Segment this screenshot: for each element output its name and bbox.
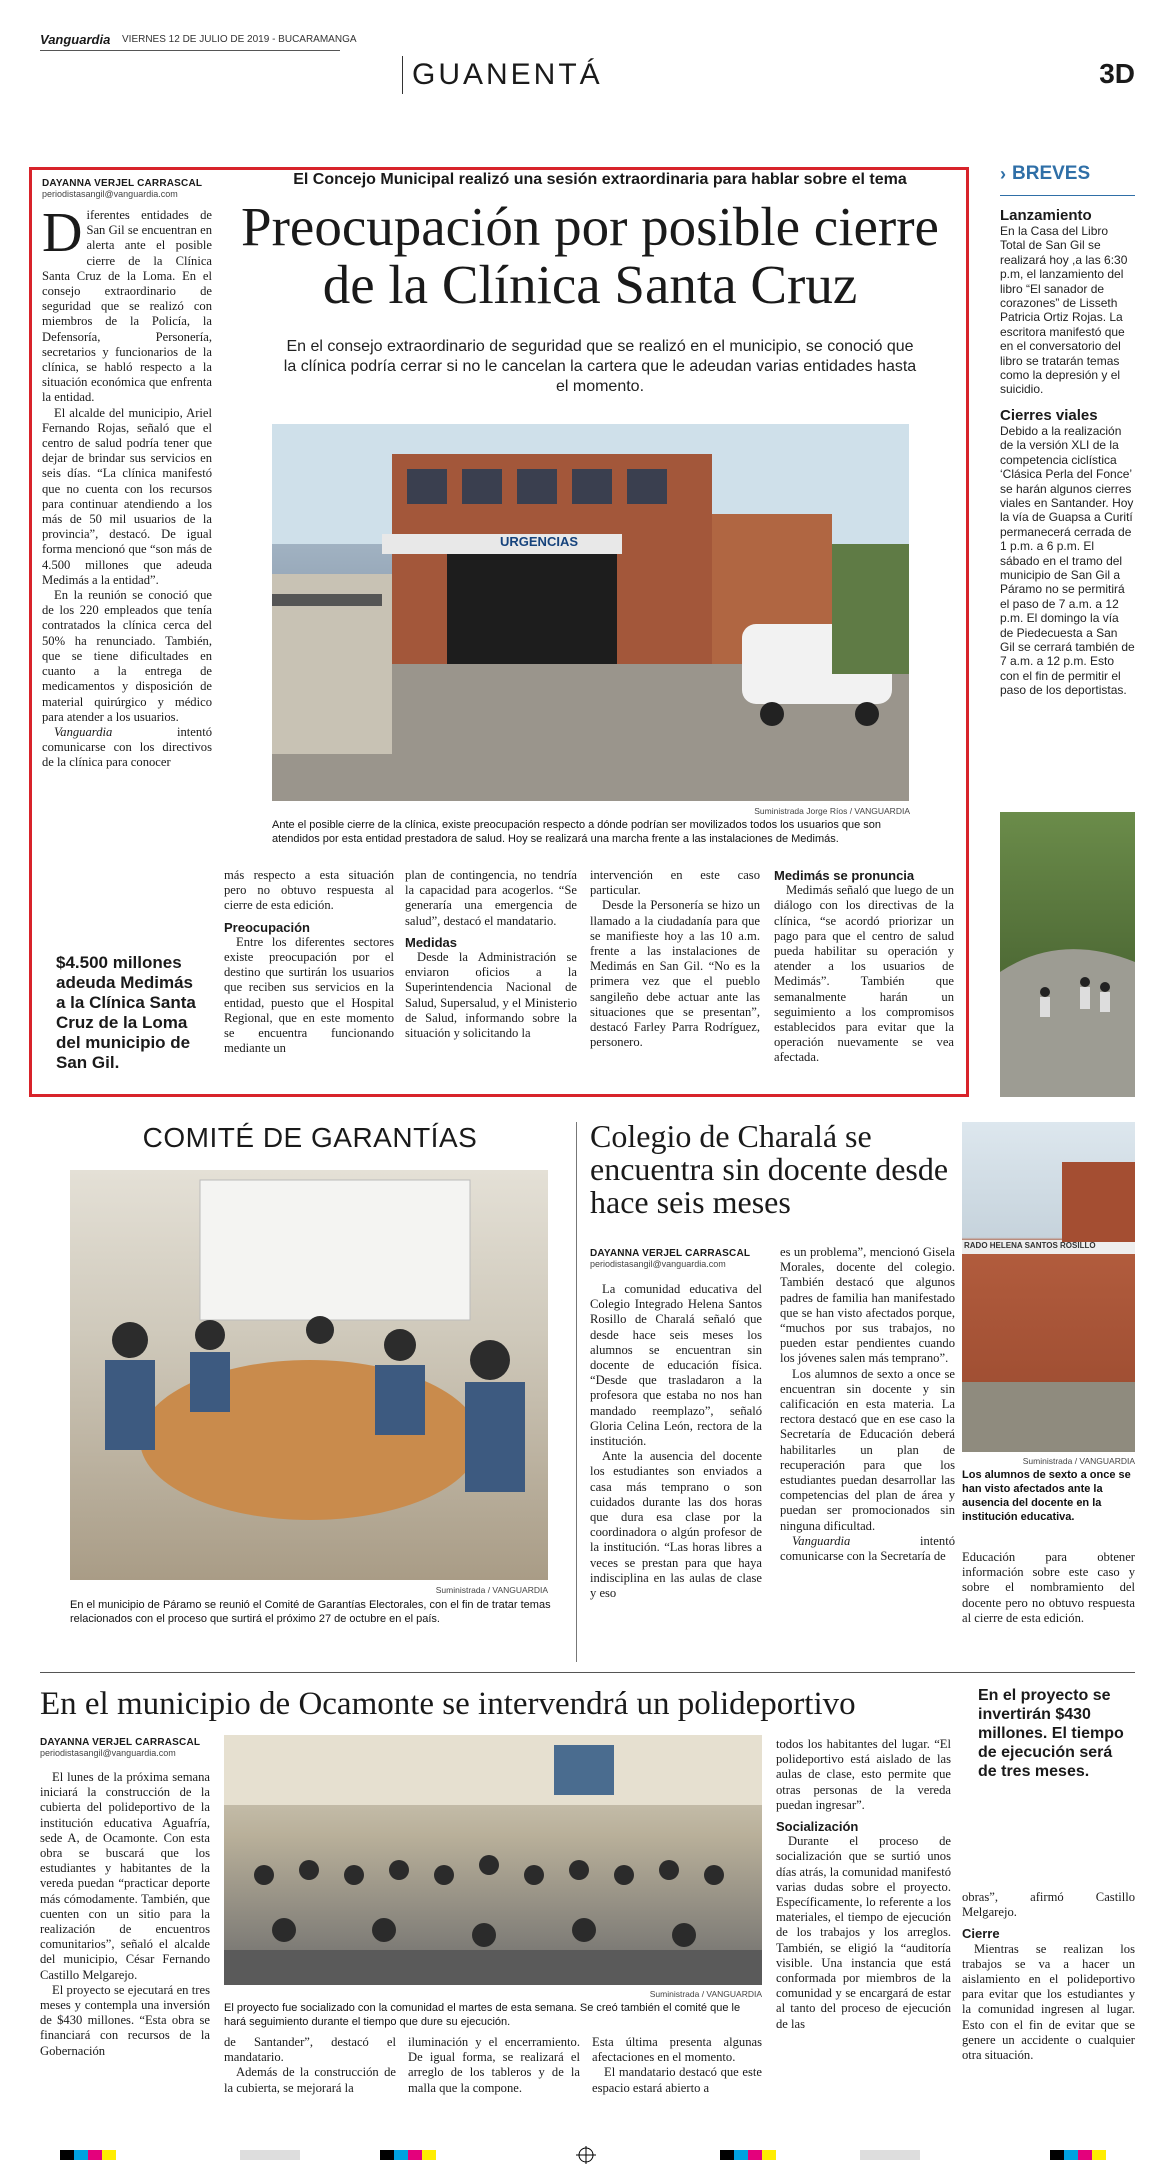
breves-rule [1000, 195, 1135, 196]
section-title: GUANENTÁ [412, 58, 603, 91]
byline-email: periodistasangil@vanguardia.com [42, 189, 178, 199]
ocamonte-paragraph: Mientras se realizan los trabajos se va a hacer un aislamiento en el polideportivo para evitar que los estudiantes y la comunidad ingresen al lugar. Esto con el fin de evitar que se genere un accidente o cualquier otra situación. [962, 1941, 1135, 2063]
charala-column-2 [780, 1245, 955, 1663]
clinic-photo [272, 424, 909, 801]
school-sign: RADO HELENA SANTOS ROSILLO [964, 1241, 1096, 1250]
ocamonte-column-2 [224, 2035, 396, 2120]
ocamonte-column-1 [40, 1770, 210, 2120]
school-caption: Los alumnos de sexto a once se han visto afectados ante la ausencia del docente en la institución educativa. [962, 1469, 1131, 1523]
ocamonte-paragraph: de Santander”, destacó el mandatario. [224, 2035, 396, 2065]
masthead-rule [40, 50, 340, 51]
cyclists-illustration [1000, 812, 1135, 1097]
lead-paragraph: Medimás señaló que luego de un diálogo con los directivas de la clínica, “se acordó priorizar un pago para que el centro de salud pueda habilitar su operación y atender a los usuarios de Medimás”. También que semanalmente harán un seguimiento a los compromisos establecidos para evitar que la operación nuevamente se vea afectada. [774, 883, 954, 1065]
section-divider [402, 56, 403, 94]
clinic-illustration [272, 424, 909, 801]
charala-column-1 [590, 1282, 762, 1662]
ocamonte-paragraph: obras”, afirmó Castillo Melgarejo. [962, 1890, 1135, 1920]
urgencias-sign: URGENCIAS [500, 534, 579, 549]
comite-caption: En el municipio de Páramo se reunió el Comité de Garantías Electorales, con el fin de tratar temas relacionados con el proceso que surtirá el próximo 27 de octubre en el país. [70, 1599, 551, 1625]
lead-column-3 [405, 868, 577, 1088]
charala-paragraph: Ante la ausencia del docente los estudiantes son enviados a casa más temprano o son cuidados durante las dos horas que dura esa clase por la coordinadora o algún profesor de la institución. “Las horas libres a veces se prestan para que haya indisciplina en las aulas de clase y eso [590, 1449, 762, 1601]
comite-photo-credit: Suministrada / VANGUARDIA [435, 1585, 548, 1595]
print-registration-marks [0, 2146, 1172, 2164]
polideportivo-caption: El proyecto fue socializado con la comunidad el martes de esta semana. Se creó también el comité que le hará seguimiento durante el tiempo que dure su ejecución. [224, 2002, 741, 2028]
brand-logo: Vanguardia [40, 32, 111, 47]
lead-paragraph: iferentes entidades de San Gil se encuentran en alerta ante el posible cierre de la Clínica Santa Cruz de la Loma. En el consejo extraordinario de seguridad que se realizó con miembros de la Policía, la Defensoría, Personería, secretarios y funcionarios de la clínica, se habló respecto a la situación económica que enfrenta la entidad. [42, 208, 212, 405]
lead-paragraph: más respecto a esta situación pero no obtuvo respuesta al cierre de esta edición. [224, 868, 394, 913]
date-line: VIERNES 12 DE JULIO DE 2019 - BUCARAMANGA [122, 34, 357, 45]
charala-paragraph: es un problema”, mencionó Gisela Morales, docente del colegio. También destacó que algunos padres de familia han manifestado que se han visto afectados porque, “muchos por sus trabajos, no pueden estar pendientes cuando los jóvenes salen más temprano”. [780, 1245, 955, 1366]
subhead-medidas: Medidas [405, 934, 458, 950]
lead-headline: Preocupación por posible cierre de la Clínica Santa Cruz [241, 196, 939, 315]
ocamonte-paragraph: Además de la construcción de la cubierta, se mejorará la [224, 2065, 396, 2095]
brief-text-lanzamiento: En la Casa del Libro Total de San Gil se realizará hoy ,a las 6:30 p.m, el lanzamiento del libro “El sanador de corazones” de Lisseth Patricia Ortiz Rojas. La escritora manifestó que en el conversatorio del libro se tratarán temas como la depresión y el suicidio. [1000, 224, 1128, 397]
lead-paragraph: Desde la Administración se enviaron oficios a la Superintendencia Nacional de Salud, Supersalud, y el Ministerio de Salud, informando sobre la situación y solicitando la [405, 950, 577, 1041]
section-rule [40, 1672, 1135, 1673]
byline-name: DAYANNA VERJEL CARRASCAL [590, 1248, 751, 1259]
polideportivo-photo [224, 1735, 762, 1985]
brief-text-cierres: Debido a la realización de la versión XLI de la competencia ciclística ‘Clásica Perla del Fonce’ se harán algunos cierres viales en Santander. Hoy la vía de Guapsa a Curití permanecerá cerrada de 1 p.m. a 6 p.m. El sábado en el tramo del municipio de San Gil a Páramo no se permitirá el paso de 7 a.m. a 12 p.m. El domingo la vía de Piedecuesta a San Gil se cerrará también de 7 a.m. a 12 p.m. Esto con el fin de permitir el paso de los deportistas. [1000, 423, 1135, 698]
lead-column-1 [42, 208, 212, 878]
lead-photo-caption: Ante el posible cierre de la clínica, existe preocupación respecto a dónde podrían ser movilizados todos los usuarios que son atendidos por esta entidad prestadora de salud. Hoy se realizará una marcha frente a las instalaciones de Medimás. [272, 819, 882, 845]
school-photo [962, 1122, 1135, 1452]
breves-header [1000, 163, 1135, 185]
breves-column [1000, 163, 1135, 803]
lead-deck: En el consejo extraordinario de seguridad que se realizó en el municipio, se conoció que la clínica podría cerrar si no le cancelan la cartera que le adeudan varias entidades hasta el momento. [283, 338, 917, 395]
byline-email: periodistasangil@vanguardia.com [40, 1748, 176, 1758]
byline-name: DAYANNA VERJEL CARRASCAL [40, 1737, 201, 1748]
charala-paragraph: La comunidad educativa del Colegio Integrado Helena Santos Rosillo de Charalá señaló que desde hace seis meses los alumnos se encuentran sin docente de educación física. “Desde que trasladaron a la profesora que estaba no nos han mandado reemplazo”, señaló Gloria Celina León, rectora de la institución. [590, 1282, 762, 1449]
byline-email: periodistasangil@vanguardia.com [590, 1259, 726, 1269]
dropcap: D [42, 208, 83, 264]
charala-byline [590, 1248, 780, 1269]
school-illustration [962, 1122, 1135, 1452]
lead-byline [42, 178, 222, 199]
breves-chevron-icon: › [1000, 163, 1006, 184]
charala-paragraph: Educación para obtener información sobre este caso y sobre el nombramiento del docente pero no obtuvo respuesta al cierre de esta edición. [962, 1550, 1135, 1625]
lead-paragraph: Desde la Personería se hizo un llamado a la ciudadanía para que se manifieste hoy a las 10 a.m. frente a las instalaciones de Medimás en San Gil. “No es la primera vez que el pueblo sangileño debe actuar ante las situaciones que se presentan”, destacó Farley Parra Rodríguez, personero. [590, 898, 760, 1050]
lead-paragraph: El alcalde del municipio, Ariel Fernando Rojas, señaló que el centro de salud podría tener que dejar de brindar sus servicios en seis días. “La clínica manifestó que no cuenta con los recursos para continuar atendiendo a los más de 50 mil usuarios de la provincia”, destacó. De igual forma mencionó que “son más de 4.500 millones que adeuda Medimás a la entidad”. [42, 405, 212, 587]
column-divider [576, 1122, 577, 1662]
subhead-medimas: Medimás se pronuncia [774, 868, 915, 883]
community-meeting-illustration [224, 1735, 762, 1985]
page-number: 3D [1099, 58, 1135, 89]
subhead-socializacion: Socialización [776, 1819, 859, 1835]
ocamonte-headline: En el municipio de Ocamonte se intervendrá un polideportivo [40, 1686, 856, 1722]
lead-kicker: El Concejo Municipal realizó una sesión extraordinaria para hablar sobre el tema [293, 171, 907, 188]
ocamonte-paragraph: Esta última presenta algunas afectaciones en el momento. [592, 2035, 762, 2065]
school-photo-credit: Suministrada / VANGUARDIA [1022, 1456, 1135, 1466]
comite-photo [70, 1170, 548, 1580]
lead-photo-credit: Suministrada Jorge Ríos / VANGUARDIA [754, 806, 910, 816]
lead-paragraph: intervención en este caso particular. [590, 868, 760, 898]
charala-headline: Colegio de Charalá se encuentra sin docente desde hace seis meses [590, 1118, 949, 1220]
ocamonte-column-6 [962, 1890, 1135, 2120]
brief-title-lanzamiento: Lanzamiento [1000, 207, 1092, 224]
lead-paragraph: En la reunión se conoció que de los 220 empleados que tenía contratados la clínica cerca del 50% ha renunciado. También, que se tiene dificultades en cuanto a la entrega de medicamentos y disposición de material quirúrgico y médico para atender a los usuarios. [42, 588, 212, 724]
charala-paragraph: Los alumnos de sexto a once se encuentran sin docente y sin calificación en esta materia. La rectora destacó que en ese caso la Secretaría de Educación deberá habilitarles un plan de recuperación para que los estudiantes puedan desarrollar las competencias del plan de área y puedan ser promocionados sin ninguna dificultad. [780, 1366, 955, 1533]
comite-title: COMITÉ DE GARANTÍAS [142, 1122, 478, 1153]
brief-title-cierres: Cierres viales [1000, 406, 1098, 424]
lead-paragraph: plan de contingencia, no tendría la capacidad para acogerlos. “Se generaría una emergencia de salud”, destacó el mandatario. [405, 868, 577, 928]
ocamonte-column-5 [776, 1737, 951, 2120]
ocamonte-paragraph: Durante el proceso de socialización que se surtió unos días atrás, la comunidad manifestó varias dudas sobre el proyecto. Específicamente, lo referente a los materiales, el tiempo de ejecución de los trabajos y los arreglos. También, se eligió la “auditoría visible. Una instancia que está conformada por miembros de la comunidad y se encargará de estar al tanto del proceso de ejecución de las [776, 1834, 951, 2031]
breves-title: BREVES [1012, 163, 1091, 184]
ocamonte-paragraph: iluminación y el encerramiento. De igual forma, se realizará el arreglo de los tableros y de la malla que la compone. [408, 2035, 580, 2095]
lead-column-4 [590, 868, 760, 1088]
lead-paragraph: Entre los diferentes sectores existe preocupación por el destino que surtirán los usuarios que reciben sus servicios en la entidad, puesto que el Hospital Regional, que en este momento se encuentra funcionando mediante un [224, 934, 394, 1056]
ocamonte-pullquote: En el proyecto se invertirán $430 millones. El tiempo de ejecución será de tres meses. [978, 1687, 1124, 1780]
lead-column-5 [774, 868, 954, 1088]
subhead-preocupacion: Preocupación [224, 919, 310, 935]
masthead [40, 30, 1135, 90]
charala-column-3 [962, 1550, 1135, 1662]
meeting-illustration [70, 1170, 548, 1580]
ocamonte-paragraph: El lunes de la próxima semana iniciará la construcción de la cubierta del polideportivo de la institución educativa Aguafría, sede A, de Ocamonte. Con esta obra se buscará que los estudiantes y habitantes de la vereda puedan “practicar deporte más cómodamente. También, que cuenten con un sitio para la realización de encuentros comunitarios”, señaló el alcalde del municipio, César Fernando Castillo Melgarejo. [40, 1770, 210, 1982]
lead-pullquote: $4.500 millones adeuda Medimás a la Clínica Santa Cruz de la Loma del municipio de San Gil. [56, 953, 196, 1072]
ocamonte-paragraph: El proyecto se ejecutará en tres meses y contempla una inversión de $430 millones. “Esta obra se financiará con recursos de la Gobernación [40, 1982, 210, 2058]
ocamonte-paragraph: El mandatario destacó que este espacio estará abierto a [592, 2065, 762, 2095]
ocamonte-paragraph: todos los habitantes del lugar. “El polideportivo está aislado de las aulas de clase, esto permite que otras personas de la vereda puedan ingresar”. [776, 1737, 951, 1812]
lead-paragraph: intentó comunicarse con los directivos de la clínica para conocer [42, 724, 212, 770]
ocamonte-column-3 [408, 2035, 580, 2120]
byline-name: DAYANNA VERJEL CARRASCAL [42, 178, 203, 189]
newspaper-name: Vanguardia [792, 1533, 851, 1548]
newspaper-name: Vanguardia [54, 724, 113, 739]
cyclists-photo [1000, 812, 1135, 1097]
subhead-cierre: Cierre [962, 1926, 1000, 1942]
ocamonte-column-4 [592, 2035, 762, 2120]
polideportivo-photo-credit: Suministrada / VANGUARDIA [649, 1989, 762, 1999]
charala-paragraph: intentó comunicarse con la Secretaría de [780, 1533, 955, 1564]
lead-column-2 [224, 868, 394, 1088]
ocamonte-byline [40, 1737, 220, 1758]
